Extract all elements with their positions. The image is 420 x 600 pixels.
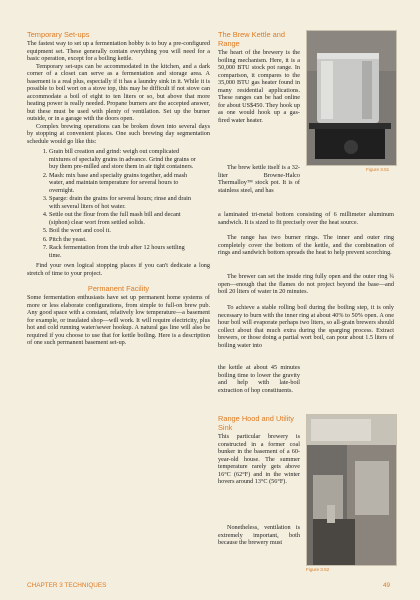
paragraph: The heart of the brewery is the boiling mechanism. Here, it is a 50,000 BTU stock pot range. In comparison, it compares to the 35,000 BTU gas heater found in many residential applications. These ranges can be had online for about US$450. They hook up as one would hook up a gas-fired water heater. <box>218 49 300 124</box>
section-heading-range-hood: Range Hood and Utility Sink <box>218 414 295 432</box>
list-item: 5. Boil the wort and cool it. <box>49 227 210 235</box>
list-item: 3. Sparge: drain the grains for several hours; rinse and drain with several liters of hot water. <box>49 195 210 210</box>
list-item: 1. Grain bill creation and grind: weigh out complicated mixtures of specialty grains in advance. Grind the grains or buy them pre-milled and store them in air tight containers. <box>49 148 210 171</box>
paragraph: This particular brewery is constructed in a former coal bunker in the basement of a 60-year-old house. The summer temperature rarely gets above 16°C (62°F) and in the winter hovers around 13°C (56°F). <box>218 433 300 485</box>
brewing-schedule-list <box>27 148 210 259</box>
paragraph: Temporary set-ups can be accommodated in the kitchen, and a dark corner of a closet can serve as a fermentation and storage area. A basement is a real plus, especially if it has a laundry sink in it. While it is possible to boil wort on a stove top, this may be difficult if not stove can accommodate a boil of eight to ten liters or so, but above that more heating power is really needed. Propane burners are the accepted answer, but these must be used with plenty of ventilation. Set up the burner outside, or in a garage with the doors open. <box>27 62 210 122</box>
paragraph: The brewer can set the inside ring fully open and the outer ring ¾ open—enough that the flames do not project beyond the base—and boil 20 liters of water in 20 minutes. <box>218 273 394 295</box>
figure-caption: Figure 3.52 <box>306 567 330 572</box>
paragraph: Some fermentation enthusiasts have set up permanent home systems of more or less elaborate configurations, from simple to full-on brew pub. Any good space with a constant, relatively low temperature—a basement for example, or insulated shop—will work. It will require electricity, plus hot and cold running water/sewer hookup. A natural gas line will also be required if you choose to use that for kettle boiling. Here is a description of one such permanent basement set-up. <box>27 294 210 346</box>
section-heading-permanent-facility: Permanent Facility <box>87 284 150 293</box>
paragraph: The fastest way to set up a fermentation hobby is to buy a pre-configured equipment set. These generally contain everything you will need for a basic operation, except for a boiling kettle. <box>27 40 210 62</box>
paragraph: the kettle at about 45 minutes boiling time to lower the gravity and help with late-boil extraction of hop constituents. <box>218 364 300 394</box>
list-item: 7. Rack fermentation from the trub after 12 hours settling time. <box>49 244 210 259</box>
page-number: 49 <box>383 582 391 589</box>
paragraph: Nonetheless, ventilation is extremely important, both because the brewery must <box>218 524 300 546</box>
section-heading-temporary-setups: Temporary Set-ups <box>27 30 90 39</box>
list-item: 6. Pitch the yeast. <box>49 236 210 244</box>
range-hood-photo <box>306 414 397 566</box>
left-column <box>27 30 210 347</box>
section-heading-brew-kettle: The Brew Kettle and Range <box>218 30 285 48</box>
paragraph: To achieve a stable rolling boil during the boiling step, it is only necessary to burn with the inner ring at about 40% to 50% open. A one hour boil will evaporate perhaps two liters, so all-grain brewers should collect about that much extra during the sparging process. Extract brewers, or those doing a partial wort boil, can pour about 1.5 liters of boiling water into <box>218 304 394 349</box>
list-item: 4. Settle out the flour from the full mash bill and decant (siphon) clear wort from settled solids. <box>49 211 210 226</box>
paragraph: Complex brewing operations can be broken down into several days by stopping at convenient places. One such brewing day segmentation schedule would go like this: <box>27 122 210 145</box>
list-item: 2. Mash: mix base and specialty grains together, add mash water, and maintain temperature for several hours to overnight. <box>49 172 210 195</box>
figure-caption: Figure 3.51 <box>366 167 390 172</box>
brew-kettle-illustration <box>307 31 396 165</box>
paragraph: The range has two burner rings. The inner and outer ring completely cover the bottom of the kettle, and the combination of rings and sandwich bottom spreads the heat to help prevent scorching. <box>218 234 394 256</box>
chapter-footer: CHAPTER 3 TECHNIQUES <box>27 582 107 589</box>
paragraph: a laminated tri-metal bottom consisting of 6 millimeter aluminum sandwich. It is sized to fit precisely over the heat source. <box>218 211 394 226</box>
brew-kettle-photo <box>306 30 397 166</box>
paragraph: The brew kettle itself is a 32-liter Browne-Halco Thermalloy™ stock pot. It is of stainless steel, and has <box>218 164 300 194</box>
paragraph: Find your own logical stopping places if you can't dedicate a long stretch of time to your project. <box>27 262 210 277</box>
range-hood-illustration <box>307 415 396 565</box>
